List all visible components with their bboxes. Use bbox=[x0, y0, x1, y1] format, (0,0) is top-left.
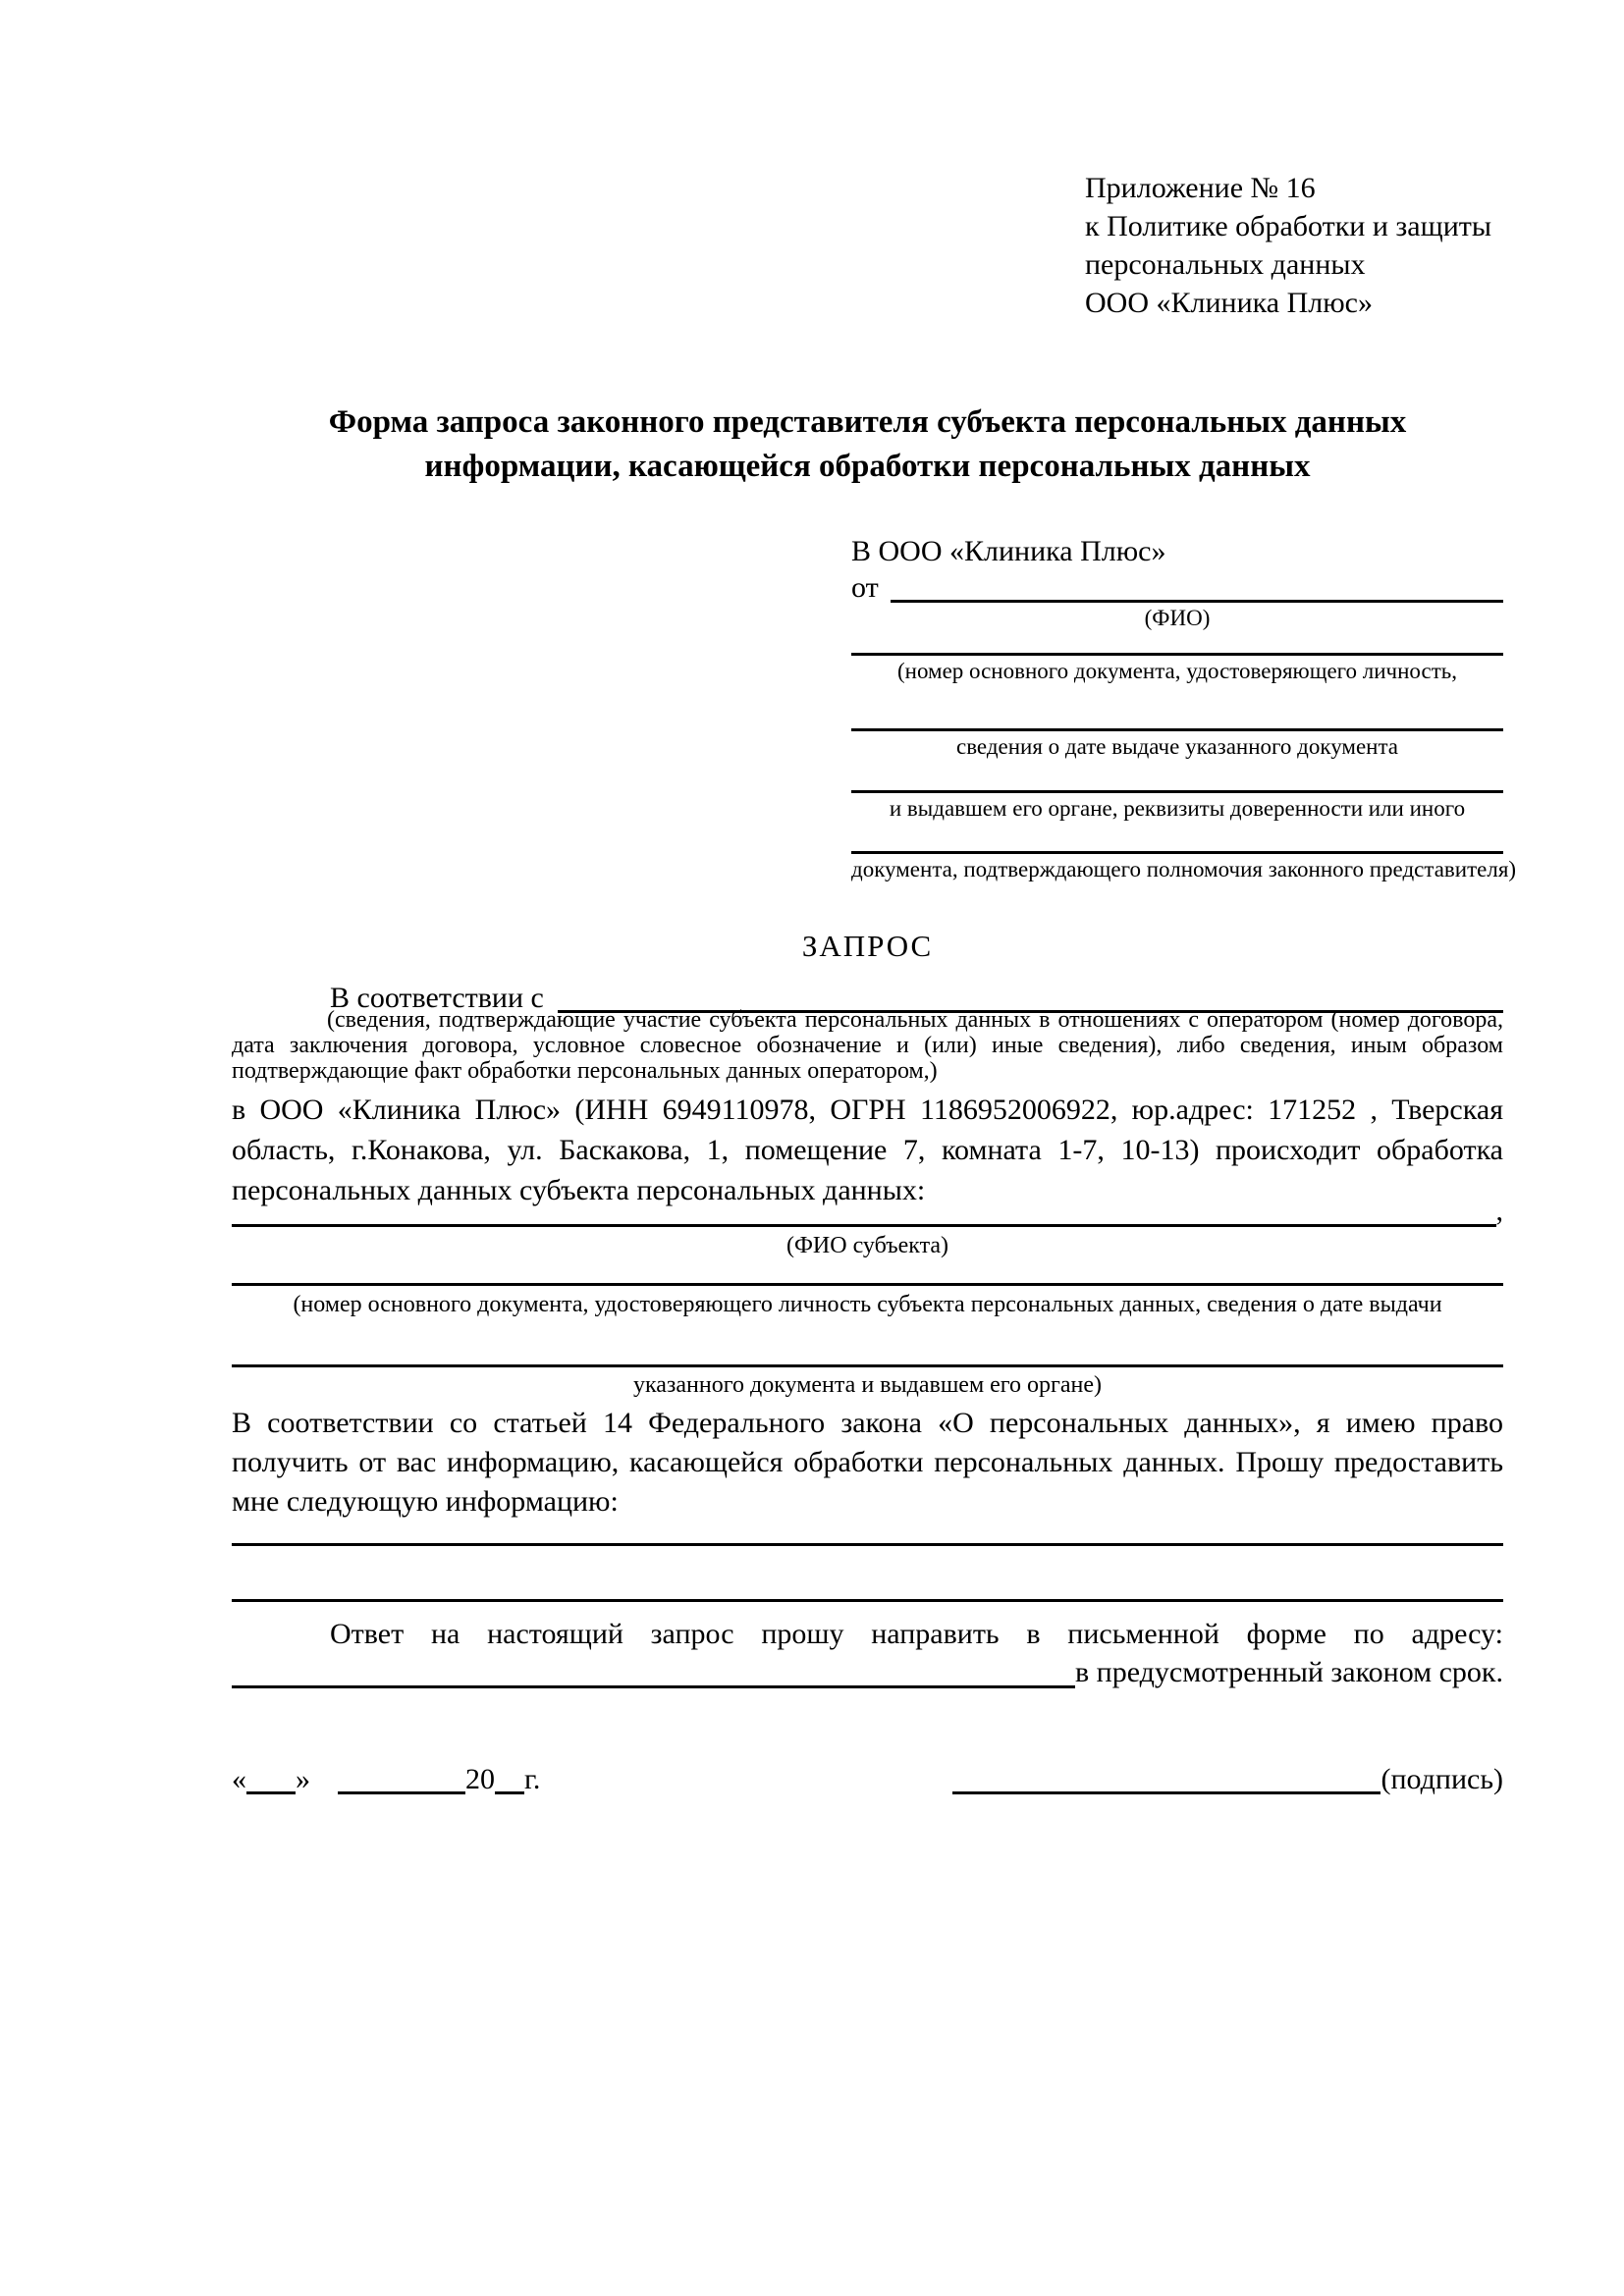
appendix-block bbox=[1085, 169, 1507, 322]
law-paragraph: В соответствии со статьей 14 Федерального закона «О персональных данных», я имею право получить от вас информацию, касающейся обработки персональных данных. Прошу предоставить мне следующую информацию: bbox=[232, 1407, 1503, 1518]
date-year-suffix: г. bbox=[524, 1763, 541, 1795]
trailing-comma: , bbox=[1495, 1195, 1503, 1227]
appendix-line-2: к Политике обработки и защиты bbox=[1085, 210, 1492, 242]
doc-blank-line-2 bbox=[851, 728, 1503, 731]
addressee-block bbox=[851, 533, 1517, 882]
appendix-line-4: ООО «Клиника Плюс» bbox=[1085, 287, 1373, 319]
from-blank-line bbox=[891, 572, 1503, 603]
answer-tail: в предусмотренный законом срок. bbox=[1075, 1656, 1503, 1688]
address-blank-line bbox=[232, 1656, 1075, 1688]
subject-doc-caption-1: (номер основного документа, удостоверяющего личность субъекта персональных данных, сведения о дате выдачи bbox=[293, 1292, 1442, 1317]
doc-caption-1: (номер основного документа, удостоверяющего личность, bbox=[896, 659, 1457, 683]
doc-caption-2: сведения о дате выдаче указанного документа bbox=[955, 734, 1399, 759]
doc-caption-3: и выдавшем его органе, реквизиты доверенности или иного bbox=[889, 796, 1466, 821]
info-blank-line-1 bbox=[232, 1543, 1503, 1546]
date-open-quote: « bbox=[232, 1763, 246, 1795]
accordance-note: (сведения, подтверждающие участие субъекта персональных данных в отношениях с оператором (номер договора, дата заключения договора, условное словесное обозначение и (или) иные сведения), либо сведения, иным образом подтверждающие факт обработки персональных данных оператором,) bbox=[232, 1007, 1503, 1084]
signature-blank-line bbox=[952, 1764, 1380, 1794]
info-blank-line-2 bbox=[232, 1599, 1503, 1602]
answer-paragraph: Ответ на настоящий запрос прошу направить в письменной форме по адресу: bbox=[330, 1618, 1503, 1650]
operator-paragraph: в ООО «Клиника Плюс» (ИНН 6949110978, ОГРН 1186952006922, юр.адрес: 171252 , Тверская область, г.Конакова, ул. Баскакова, 1, помещение 7, комната 1-7, 10-13) происходит обработка персональных данных субъекта персональных данных: bbox=[232, 1094, 1503, 1206]
signature-caption: (подпись) bbox=[1380, 1763, 1503, 1795]
addressee-to: В ООО «Клиника Плюс» bbox=[851, 535, 1166, 567]
doc-blank-line-3 bbox=[851, 790, 1503, 793]
doc-blank-line-1 bbox=[851, 653, 1503, 656]
subject-doc-caption-2: указанного документа и выдавшем его органе) bbox=[632, 1372, 1103, 1398]
answer-address-row bbox=[232, 1655, 1503, 1688]
date-group bbox=[232, 1764, 540, 1794]
date-month-blank bbox=[338, 1764, 465, 1794]
date-year-blank bbox=[495, 1764, 524, 1794]
appendix-line-3: персональных данных bbox=[1085, 248, 1366, 281]
from-row bbox=[851, 572, 1503, 603]
title-line-2: информации, касающейся обработки персональных данных bbox=[424, 449, 1311, 484]
request-heading: ЗАПРОС bbox=[801, 929, 934, 963]
date-close-quote: » bbox=[296, 1763, 310, 1795]
doc-caption-4: документа, подтверждающего полномочия законного представителя) bbox=[851, 857, 1517, 881]
document-content bbox=[232, 0, 1517, 2296]
date-year-prefix: 20 bbox=[465, 1763, 495, 1795]
doc-blank-line-4 bbox=[851, 851, 1503, 854]
subject-fio-caption: (ФИО субъекта) bbox=[785, 1233, 949, 1258]
title-line-1: Форма запроса законного представителя субъекта персональных данных bbox=[328, 404, 1407, 440]
accordance-label: В соответствии с bbox=[330, 982, 544, 1014]
footer-row bbox=[232, 1759, 1503, 1794]
date-day-blank bbox=[246, 1764, 296, 1794]
subject-fio-blank-line bbox=[232, 1195, 1496, 1227]
appendix-line-1: Приложение № 16 bbox=[1085, 172, 1316, 204]
signature-group bbox=[952, 1764, 1503, 1794]
subject-doc-blank-line-2 bbox=[232, 1364, 1503, 1367]
subject-doc-blank-line-1 bbox=[232, 1283, 1503, 1286]
document-title bbox=[232, 400, 1503, 489]
from-label: от bbox=[851, 571, 879, 604]
subject-fio-row bbox=[232, 1194, 1503, 1227]
fio-caption: (ФИО) bbox=[1144, 606, 1211, 630]
